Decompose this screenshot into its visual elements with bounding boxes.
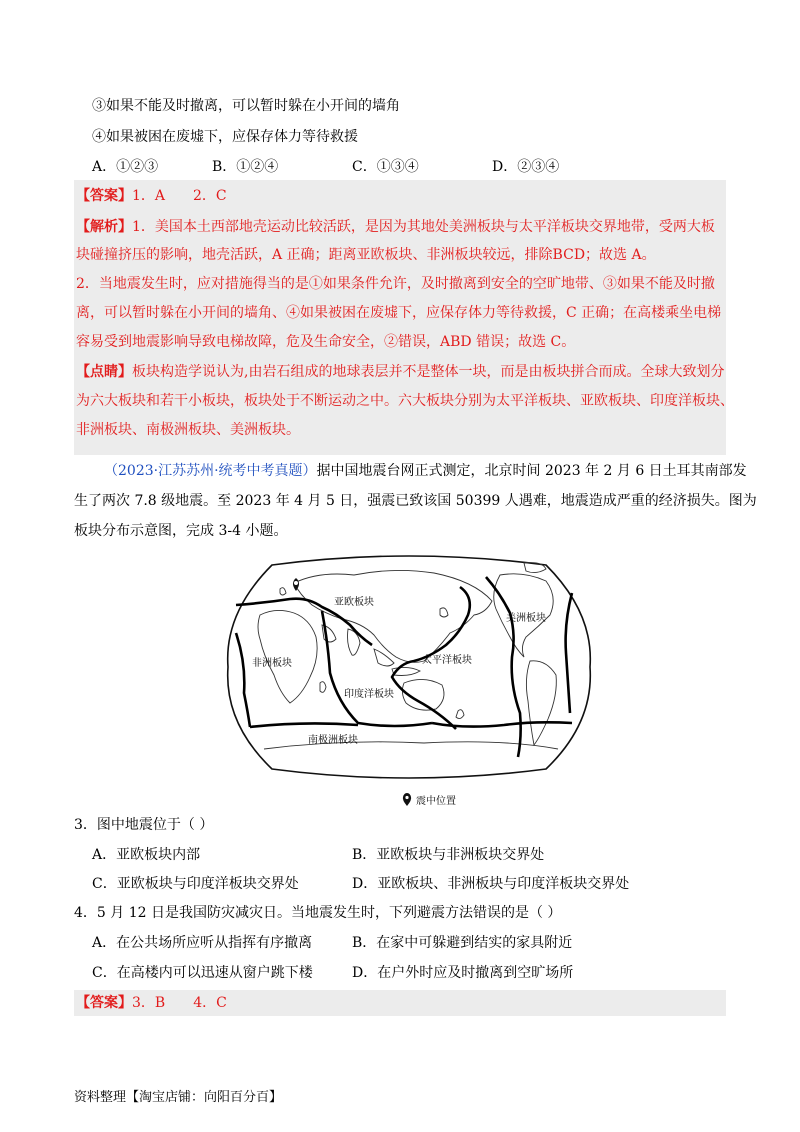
analysis-tag: 【解析】: [76, 219, 132, 235]
q3-option-d: D．亚欧板块、非洲板块与印度洋板块交界处: [352, 876, 630, 892]
tip-line-1: [76, 362, 724, 382]
q4-option-c: C．在高楼内可以迅速从窗户跳下楼: [92, 965, 313, 981]
epicentre-legend-icon: [402, 793, 412, 807]
q2-item3: ③如果不能及时撤离，可以暂时躲在小开间的墙角: [92, 98, 400, 114]
q3-option-a: A．亚欧板块内部: [92, 847, 201, 863]
intro-line-1: [104, 461, 747, 481]
q3-stem: 3．图中地震位于（ ）: [74, 817, 214, 833]
label-indian-plate: 印度洋板块: [344, 689, 394, 700]
intro-line-3: 板块分布示意图，完成 3-4 小题。: [74, 523, 288, 539]
page-footer: 资料整理【淘宝店铺：向阳百分百】: [74, 1090, 283, 1105]
answer-1: [76, 186, 227, 206]
q2-option-b: B．①②④: [212, 159, 279, 175]
q2-option-c: C．①③④: [352, 159, 419, 175]
q2-option-a: A．①②③: [92, 159, 159, 175]
answer-2: [76, 993, 227, 1013]
q3-option-b: B．亚欧板块与非洲板块交界处: [352, 847, 545, 863]
answer-2-tag: 【答案】: [76, 995, 132, 1011]
label-antarctic-plate: 南极洲板块: [308, 735, 358, 746]
answer-2-text: 3．B 4．C: [132, 995, 227, 1011]
label-eurasian-plate: 亚欧板块: [334, 597, 374, 608]
question-source: （2023·江苏苏州·统考中考真题）: [104, 463, 317, 479]
answer-tag: 【答案】: [76, 188, 132, 204]
map-legend: [402, 792, 456, 807]
analysis-line-4: 离，可以暂时躲在小开间的墙角、④如果被困在废墟下，应保存体力等待救援，C 正确；在高楼乘坐电梯: [76, 305, 722, 321]
q4-option-d: D．在户外时应及时撤离到空旷场所: [352, 965, 574, 981]
label-pacific-plate: 太平洋板块: [422, 655, 472, 666]
q4-option-a: A．在公共场所应听从指挥有序撤离: [92, 935, 313, 951]
analysis-line-2: 块碰撞挤压的影响，地壳活跃，A 正确；距离亚欧板块、非洲板块较远，排除BCD；故选 A。: [76, 247, 656, 263]
tip-line-3: 非洲板块、南极洲板块、美洲板块。: [76, 422, 300, 438]
label-african-plate: 非洲板块: [252, 658, 292, 669]
analysis-line-1: [76, 217, 715, 237]
analysis-line-3: 2．当地震发生时，应对措施得当的是①如果条件允许，及时撤离到安全的空旷地带、③如果不能及时撤: [76, 276, 715, 292]
q2-item4: ④如果被困在废墟下，应保存体力等待救援: [92, 129, 358, 145]
q2-option-d: D．②③④: [492, 159, 560, 175]
plate-map: [224, 553, 594, 781]
answer-text: 1．A 2．C: [132, 188, 227, 204]
legend-label: 震中位置: [416, 796, 456, 807]
q4-option-b: B．在家中可躲避到结实的家具附近: [352, 935, 573, 951]
analysis-text-1: 1．美国本土西部地壳运动比较活跃，是因为其地处美洲板块与太平洋板块交界地带，受两大板: [132, 219, 715, 235]
tip-line-2: 为六大板块和若干小板块，板块处于不断运动之中。六大板块分别为太平洋板块、亚欧板块、印度洋板块、: [76, 393, 734, 409]
label-american-plate: 美洲板块: [506, 613, 546, 624]
analysis-line-5: 容易受到地震影响导致电梯故障，危及生命安全，②错误，ABD 错误；故选 C。: [76, 334, 576, 350]
intro-text-1: 据中国地震台网正式测定，北京时间 2023 年 2 月 6 日土耳其南部发: [316, 463, 747, 479]
intro-line-2: 生了两次 7.8 级地震。至 2023 年 4 月 5 日，强震已致该国 50399 人遇难，地震造成严重的经济损失。图为: [74, 493, 757, 509]
q3-option-c: C．亚欧板块与印度洋板块交界处: [92, 876, 299, 892]
tip-tag: 【点睛】: [76, 364, 132, 380]
tip-text-1: 板块构造学说认为,由岩石组成的地球表层并不是整体一块，而是由板块拼合而成。全球大致划分: [132, 364, 725, 380]
q4-stem: 4．5 月 12 日是我国防灾减灾日。当地震发生时，下列避震方法错误的是（ ）: [74, 905, 562, 921]
